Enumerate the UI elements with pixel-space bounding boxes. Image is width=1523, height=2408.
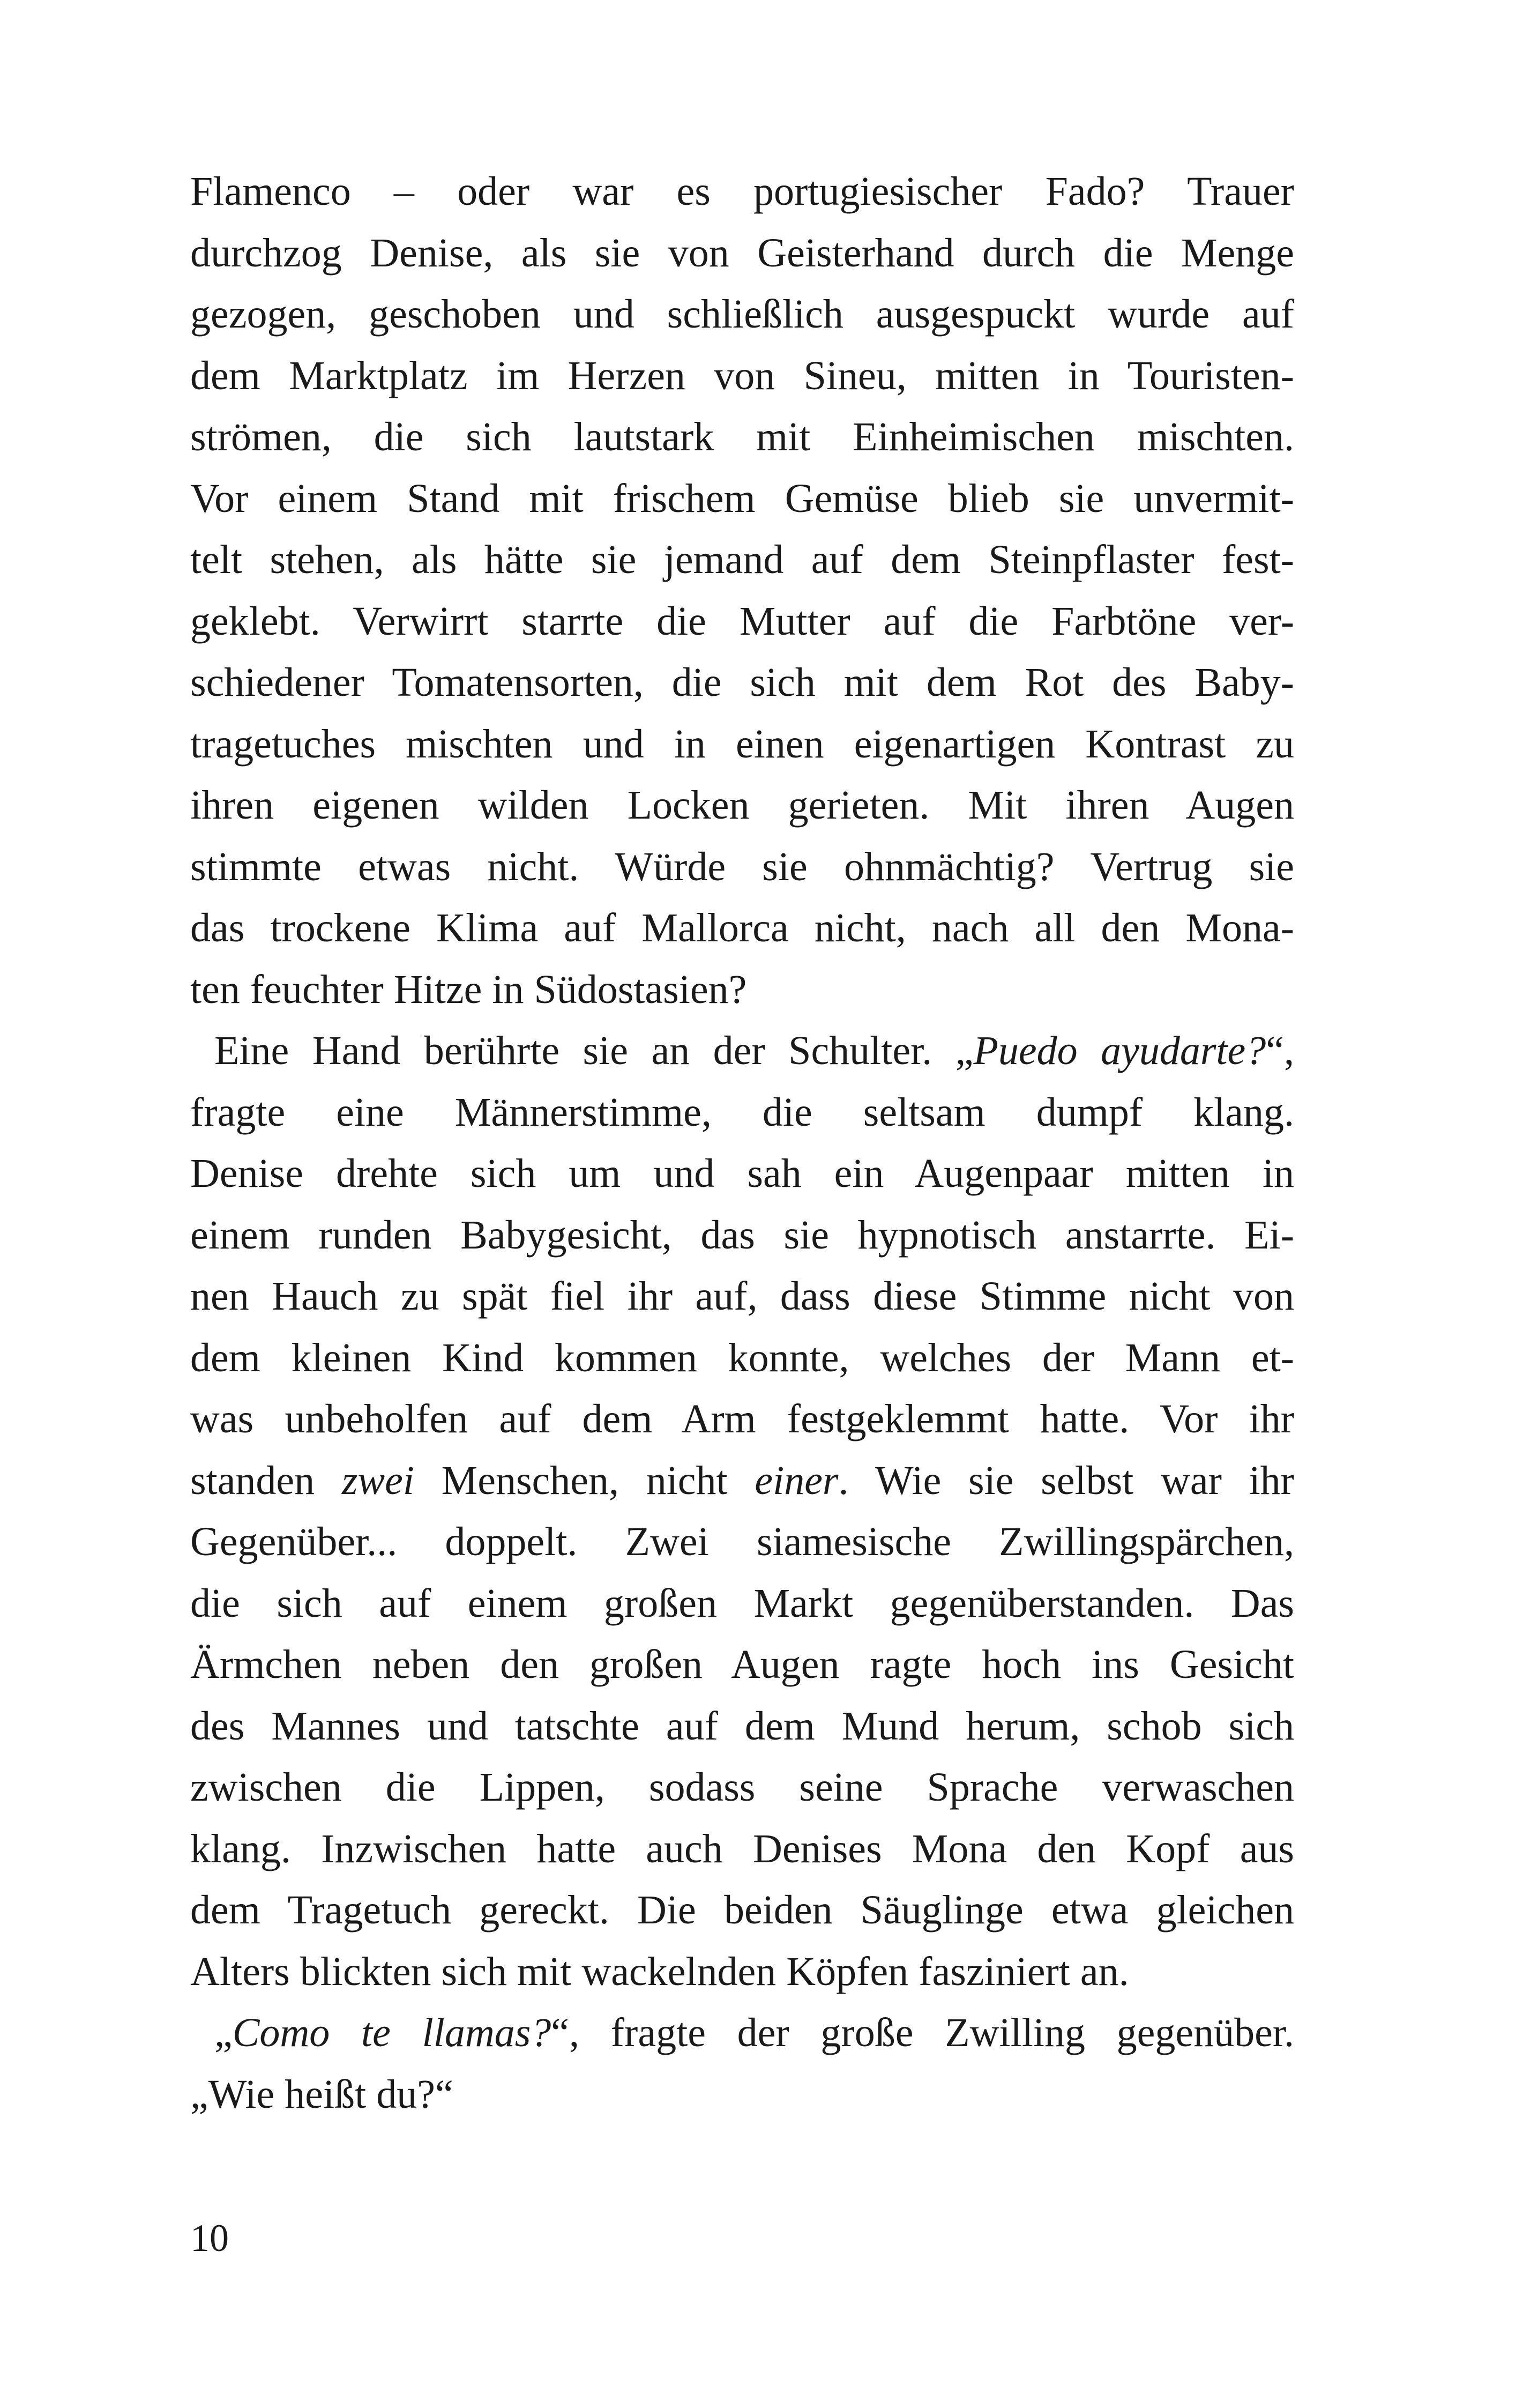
text-segment: einem runden Babygesicht, das sie hypnotisch anstarrte. Ei- [190, 1212, 1294, 1258]
text-line [190, 1573, 1294, 1634]
text-segment: standen [190, 1458, 342, 1503]
text-segment: klang. Inzwischen hatte auch Denises Mona den Kopf aus [190, 1826, 1294, 1871]
paragraph [190, 1020, 1294, 2002]
text-segment: dem Tragetuch gereckt. Die beiden Säuglinge etwa gleichen [190, 1887, 1294, 1933]
text-segment: des Mannes und tatschte auf dem Mund herum, schob sich [190, 1703, 1294, 1749]
text-line [190, 284, 1294, 345]
text-segment: Flamenco – oder war es portugiesischer Fado? Trauer [190, 169, 1294, 214]
text-segment: gezogen, geschoben und schließlich ausgespuckt wurde auf [190, 292, 1294, 337]
text-line [190, 222, 1294, 284]
text-line [190, 714, 1294, 775]
text-segment: Alters blickten sich mit wackelnden Köpfen fasziniert an. [190, 1949, 1129, 1994]
text-line [190, 2064, 1294, 2125]
text-line [190, 1143, 1294, 1205]
text-line [190, 775, 1294, 836]
text-segment: die sich auf einem großen Markt gegenüberstanden. Das [190, 1580, 1294, 1626]
text-segment: ihren eigenen wilden Locken gerieten. Mit ihren Augen [190, 783, 1294, 828]
text-segment: tragetuches mischten und in einen eigenartigen Kontrast zu [190, 721, 1294, 767]
text-line [190, 2002, 1294, 2064]
text-line [190, 652, 1294, 714]
text-line [190, 1450, 1294, 1512]
text-segment: zwischen die Lippen, sodass seine Sprache verwaschen [190, 1765, 1294, 1810]
book-page-text [190, 161, 1294, 2125]
text-segment: nen Hauch zu spät fiel ihr auf, dass diese Stimme nicht von [190, 1274, 1294, 1319]
text-line [190, 836, 1294, 898]
text-segment: Denise drehte sich um und sah ein Augenpaar mitten in [190, 1151, 1294, 1196]
text-line [190, 1634, 1294, 1696]
text-line [190, 1757, 1294, 1818]
text-line [190, 1696, 1294, 1757]
text-line [190, 161, 1294, 222]
text-segment: schiedener Tomatensorten, die sich mit dem Rot des Baby- [190, 660, 1294, 705]
text-line [190, 897, 1294, 959]
text-segment: “, fragte der große Zwilling gegenüber. [551, 2010, 1294, 2055]
paragraph [190, 2002, 1294, 2125]
text-segment: das trockene Klima auf Mallorca nicht, nach all den Mona- [190, 905, 1294, 950]
text-line [190, 1818, 1294, 1880]
text-segment: durchzog Denise, als sie von Geisterhand durch die Menge [190, 230, 1294, 276]
text-segment: Ärmchen neben den großen Augen ragte hoch ins Gesicht [190, 1642, 1294, 1687]
text-line [190, 529, 1294, 591]
text-line [190, 1327, 1294, 1389]
text-line [190, 468, 1294, 530]
text-line [190, 1941, 1294, 2003]
text-line [190, 406, 1294, 468]
italic-text: Como te llamas? [232, 2010, 551, 2055]
text-line [190, 1511, 1294, 1573]
text-line [190, 591, 1294, 652]
italic-text: Puedo ayudarte? [973, 1028, 1266, 1073]
text-segment: Eine Hand berührte sie an der Schulter. „ [214, 1028, 974, 1073]
text-segment: . Wie sie selbst war ihr [838, 1458, 1294, 1503]
text-segment: ten feuchter Hitze in Südostasien? [190, 967, 747, 1012]
text-line [190, 1205, 1294, 1266]
text-segment: „ [214, 2010, 233, 2055]
text-segment: strömen, die sich lautstark mit Einheimischen mischten. [190, 414, 1294, 459]
text-segment: Gegenüber... doppelt. Zwei siamesische Zwillingspärchen, [190, 1519, 1294, 1564]
paragraph [190, 161, 1294, 1020]
text-line [190, 1266, 1294, 1327]
text-segment: was unbeholfen auf dem Arm festgeklemmt hatte. Vor ihr [190, 1396, 1294, 1441]
text-segment: fragte eine Männerstimme, die seltsam dumpf klang. [190, 1089, 1294, 1135]
text-line [190, 1020, 1294, 1082]
text-segment: dem Marktplatz im Herzen von Sineu, mitten in Touristen- [190, 353, 1294, 398]
text-line [190, 1879, 1294, 1941]
page-number: 10 [190, 2217, 229, 2260]
text-segment: Menschen, nicht [414, 1458, 755, 1503]
text-segment: geklebt. Verwirrt starrte die Mutter auf die Farbtöne ver- [190, 598, 1294, 644]
text-line [190, 1082, 1294, 1143]
italic-text: zwei [341, 1458, 414, 1503]
text-line [190, 959, 1294, 1021]
text-segment: “, [1266, 1028, 1295, 1073]
text-segment: dem kleinen Kind kommen konnte, welches der Mann et- [190, 1335, 1294, 1380]
text-segment: „Wie heißt du?“ [190, 2071, 453, 2117]
italic-text: einer [755, 1458, 839, 1503]
text-line [190, 1388, 1294, 1450]
text-segment: stimmte etwas nicht. Würde sie ohnmächtig? Vertrug sie [190, 844, 1294, 889]
text-line [190, 345, 1294, 407]
text-segment: Vor einem Stand mit frischem Gemüse blieb sie unvermit- [190, 475, 1294, 521]
text-segment: telt stehen, als hätte sie jemand auf dem Steinpflaster fest- [190, 537, 1294, 582]
